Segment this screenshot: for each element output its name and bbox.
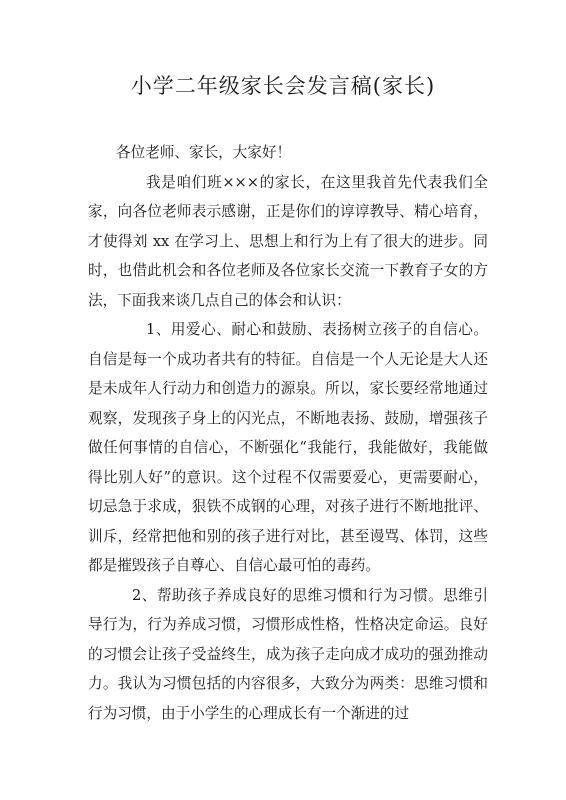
greeting-line: 各位老师、家长，大家好！ [116, 144, 292, 161]
document-title: 小学二年级家长会发言稿(家长) [130, 74, 436, 98]
paragraph-intro: 我是咱们班×××的家长，在这里我首先代表我们全家，向各位老师表示感谢，正是你们的谆谆教导、精心培育，才使得刘 xx 在学习上、思想上和行为上有了很大的进步。同时，也借此机会和各位老师及各位家长交流一下教育子女的方法，下面我来谈几点自己的体会和认识： [88, 173, 488, 309]
paragraph-confidence: 1、用爱心、耐心和鼓励、表扬树立孩子的自信心。自信是每一个成功者共有的特征。自信是一个人无论是大人还是未成年人行动力和创造力的源泉。所以，家长要经常地通过观察，发现孩子身上的闪光点，不断地表扬、鼓励，增强孩子做任何事情的自信心，不断强化“我能行，我能做好，我能做得比别人好”的意识。这个过程不仅需要爱心，更需要耐心，切忌急于求成，狠铁不成钢的心理，对孩子进行不断地批评、训斥，经常把他和别的孩子进行对比，甚至谩骂、体罚，这些都是摧毁孩子自尊心、自信心最可怕的毒药。 [88, 321, 488, 574]
document-body [88, 138, 488, 728]
paragraph-habits: 2、帮助孩子养成良好的思维习惯和行为习惯。思维引导行为，行为养成习惯，习惯形成性格，性格决定命运。良好的习惯会让孩子受益终生，成为孩子走向成才成功的强劲推动力。我认为习惯包括的内容很多，大致分为两类：思维习惯和行为习惯，由于小学生的心理成长有一个渐进的过 [88, 586, 488, 722]
